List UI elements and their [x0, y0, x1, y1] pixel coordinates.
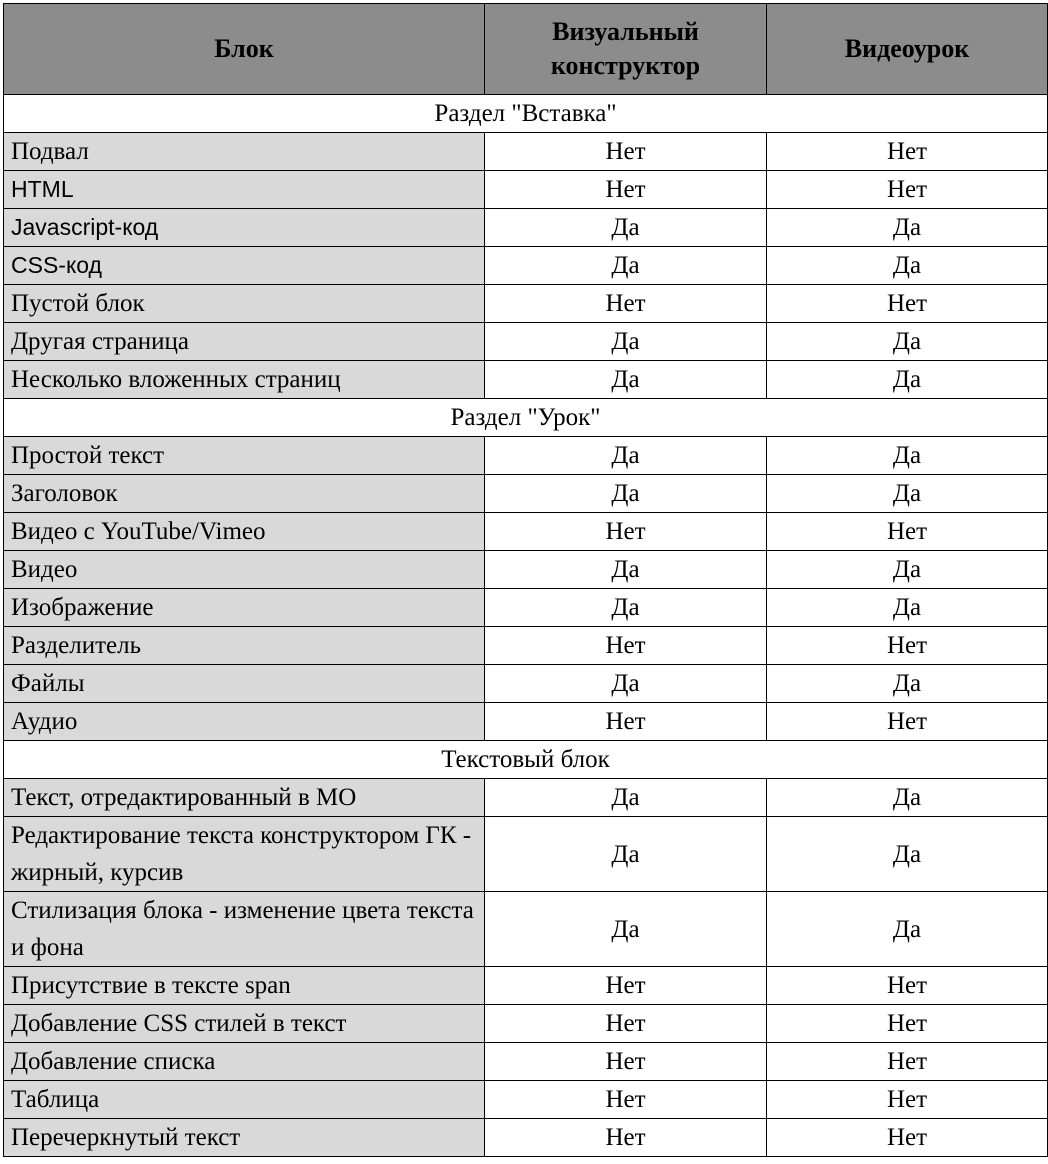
visual-value: Нет [485, 285, 767, 323]
video-value: Да [767, 323, 1048, 361]
comparison-table [3, 3, 1048, 1157]
table-row [4, 361, 1048, 399]
visual-value: Да [485, 779, 767, 817]
row-label: Другая страница [4, 323, 485, 361]
row-label: Таблица [4, 1081, 485, 1119]
video-value: Да [767, 209, 1048, 247]
header-visual-constructor: Визуальный конструктор [485, 4, 767, 95]
table-row [4, 209, 1048, 247]
visual-value: Да [485, 323, 767, 361]
row-label: Видео [4, 551, 485, 589]
table-row [4, 551, 1048, 589]
table-row [4, 817, 1048, 892]
table-row [4, 285, 1048, 323]
visual-value: Да [485, 551, 767, 589]
row-label: Простой текст [4, 437, 485, 475]
video-value: Да [767, 551, 1048, 589]
video-value: Да [767, 665, 1048, 703]
section-title: Текстовый блок [4, 741, 1048, 779]
table-row [4, 1119, 1048, 1157]
table-row [4, 133, 1048, 171]
header-block: Блок [4, 4, 485, 95]
table-row [4, 627, 1048, 665]
visual-value: Да [485, 589, 767, 627]
video-value: Нет [767, 1005, 1048, 1043]
table-row [4, 437, 1048, 475]
row-label: Перечеркнутый текст [4, 1119, 485, 1157]
video-value: Нет [767, 703, 1048, 741]
video-value: Да [767, 361, 1048, 399]
row-label: Добавление списка [4, 1043, 485, 1081]
visual-value: Да [485, 475, 767, 513]
visual-value: Нет [485, 1119, 767, 1157]
visual-value: Нет [485, 1005, 767, 1043]
header-video-lesson: Видеоурок [767, 4, 1048, 95]
visual-value: Нет [485, 513, 767, 551]
section-title: Раздел "Вставка" [4, 95, 1048, 133]
table-row [4, 171, 1048, 209]
visual-value: Нет [485, 627, 767, 665]
table-row [4, 967, 1048, 1005]
row-label: Присутствие в тексте span [4, 967, 485, 1005]
row-label: HTML [4, 171, 485, 209]
table-row [4, 1081, 1048, 1119]
visual-value: Нет [485, 171, 767, 209]
table-row [4, 1043, 1048, 1081]
row-label: Javascript-код [4, 209, 485, 247]
visual-value: Нет [485, 1043, 767, 1081]
table-row [4, 1005, 1048, 1043]
visual-value: Нет [485, 1081, 767, 1119]
visual-value: Да [485, 892, 767, 967]
visual-value: Нет [485, 967, 767, 1005]
video-value: Нет [767, 285, 1048, 323]
row-label: Разделитель [4, 627, 485, 665]
row-label: Заголовок [4, 475, 485, 513]
visual-value: Да [485, 437, 767, 475]
video-value: Да [767, 817, 1048, 892]
video-value: Да [767, 437, 1048, 475]
table-row [4, 779, 1048, 817]
table-row [4, 703, 1048, 741]
video-value: Нет [767, 171, 1048, 209]
visual-value: Нет [485, 703, 767, 741]
visual-value: Да [485, 817, 767, 892]
row-label: Файлы [4, 665, 485, 703]
visual-value: Да [485, 209, 767, 247]
visual-value: Да [485, 361, 767, 399]
visual-value: Да [485, 247, 767, 285]
section-row [4, 95, 1048, 133]
video-value: Нет [767, 967, 1048, 1005]
video-value: Нет [767, 133, 1048, 171]
row-label: Стилизация блока - изменение цвета текста и фона [4, 892, 485, 967]
video-value: Нет [767, 1119, 1048, 1157]
table-row [4, 513, 1048, 551]
table-row [4, 323, 1048, 361]
row-label: Видео с YouTube/Vimeo [4, 513, 485, 551]
video-value: Нет [767, 1043, 1048, 1081]
row-label: Добавление CSS стилей в текст [4, 1005, 485, 1043]
video-value: Да [767, 247, 1048, 285]
section-row [4, 399, 1048, 437]
section-title: Раздел "Урок" [4, 399, 1048, 437]
row-label: Подвал [4, 133, 485, 171]
row-label: Изображение [4, 589, 485, 627]
table-row [4, 892, 1048, 967]
table-row [4, 475, 1048, 513]
row-label: CSS-код [4, 247, 485, 285]
video-value: Да [767, 779, 1048, 817]
table-row [4, 247, 1048, 285]
table-row [4, 589, 1048, 627]
section-row [4, 741, 1048, 779]
video-value: Нет [767, 513, 1048, 551]
row-label: Пустой блок [4, 285, 485, 323]
row-label: Текст, отредактированный в МО [4, 779, 485, 817]
video-value: Нет [767, 1081, 1048, 1119]
video-value: Да [767, 475, 1048, 513]
row-label: Редактирование текста конструктором ГК - жирный, курсив [4, 817, 485, 892]
row-label: Несколько вложенных страниц [4, 361, 485, 399]
video-value: Нет [767, 627, 1048, 665]
row-label: Аудио [4, 703, 485, 741]
visual-value: Нет [485, 133, 767, 171]
table-row [4, 665, 1048, 703]
video-value: Да [767, 892, 1048, 967]
header-row [4, 4, 1048, 95]
visual-value: Да [485, 665, 767, 703]
video-value: Да [767, 589, 1048, 627]
